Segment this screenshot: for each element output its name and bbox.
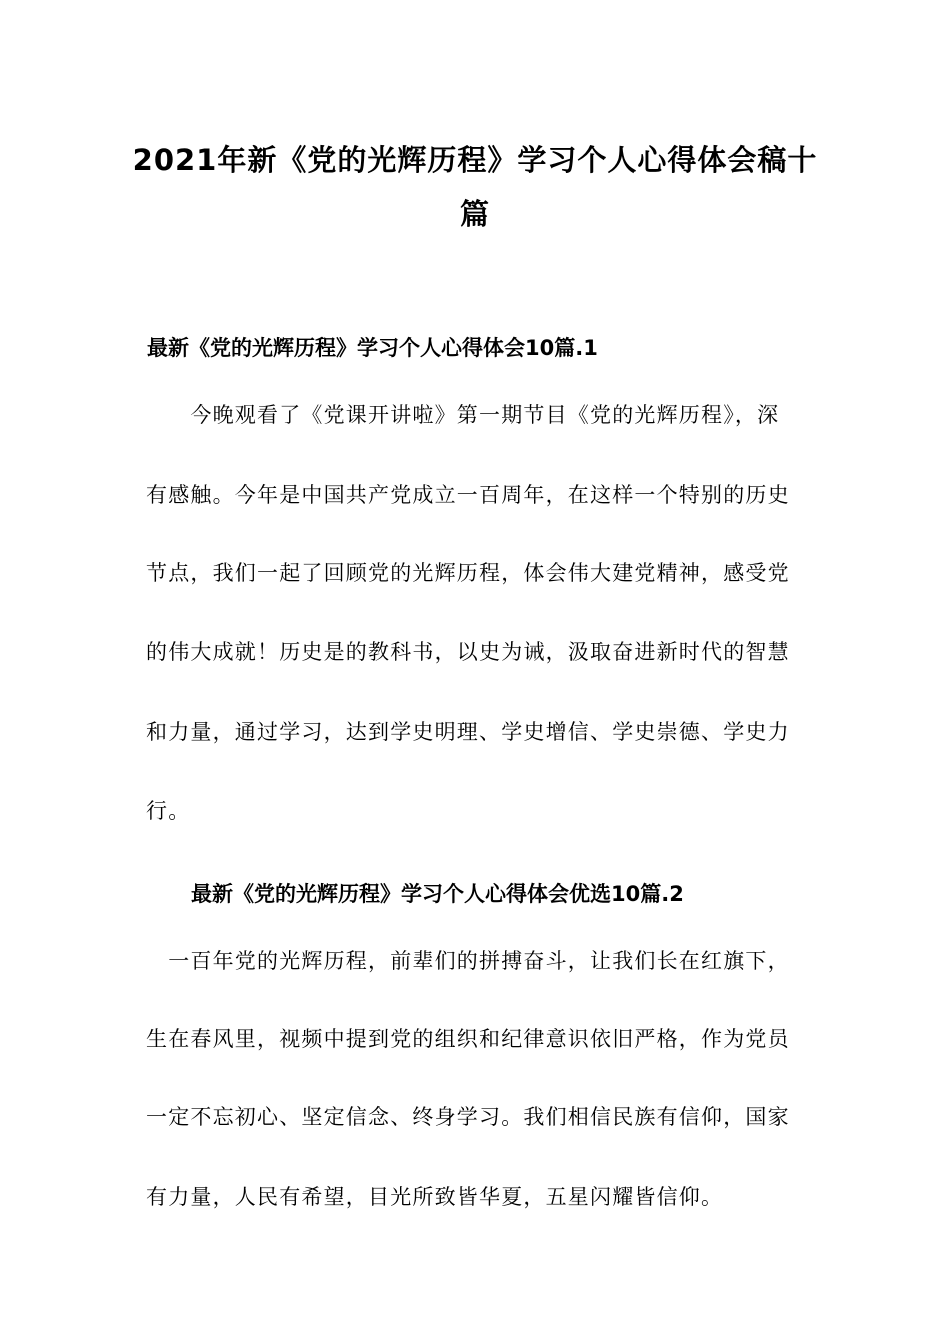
section-1-line: 节点，我们一起了回顾党的光辉历程，体会伟大建党精神，感受党 (146, 561, 790, 585)
section-1-line: 今晚观看了《党课开讲啦》第一期节目《党的光辉历程》，深 (146, 403, 780, 427)
section-2-line: 有力量，人民有希望，目光所致皆华夏，五星闪耀皆信仰。 (146, 1185, 724, 1209)
section-1-heading: 最新《党的光辉历程》学习个人心得体会10篇.1 (147, 336, 598, 360)
document-title-continued: 篇 (459, 197, 490, 231)
document-title: 2021年新《党的光辉历程》学习个人心得体会稿十 (132, 143, 818, 177)
section-1-line: 行。 (146, 799, 191, 823)
section-2-line: 一定不忘初心、坚定信念、终身学习。我们相信民族有信仰，国家 (146, 1105, 790, 1129)
section-1-line: 的伟大成就！历史是的教科书，以史为诫，汲取奋进新时代的智慧 (146, 640, 790, 664)
section-2-line: 一百年党的光辉历程，前辈们的拼搏奋斗，让我们长在红旗下， (146, 949, 790, 973)
section-1-line: 和力量，通过学习，达到学史明理、学史增信、学史崇德、学史力 (146, 720, 790, 744)
section-2-line: 生在春风里，视频中提到党的组织和纪律意识依旧严格，作为党员 (146, 1027, 790, 1051)
section-1-line: 有感触。今年是中国共产党成立一百周年，在这样一个特别的历史 (146, 483, 790, 507)
section-2-heading: 最新《党的光辉历程》学习个人心得体会优选10篇.2 (191, 882, 684, 906)
